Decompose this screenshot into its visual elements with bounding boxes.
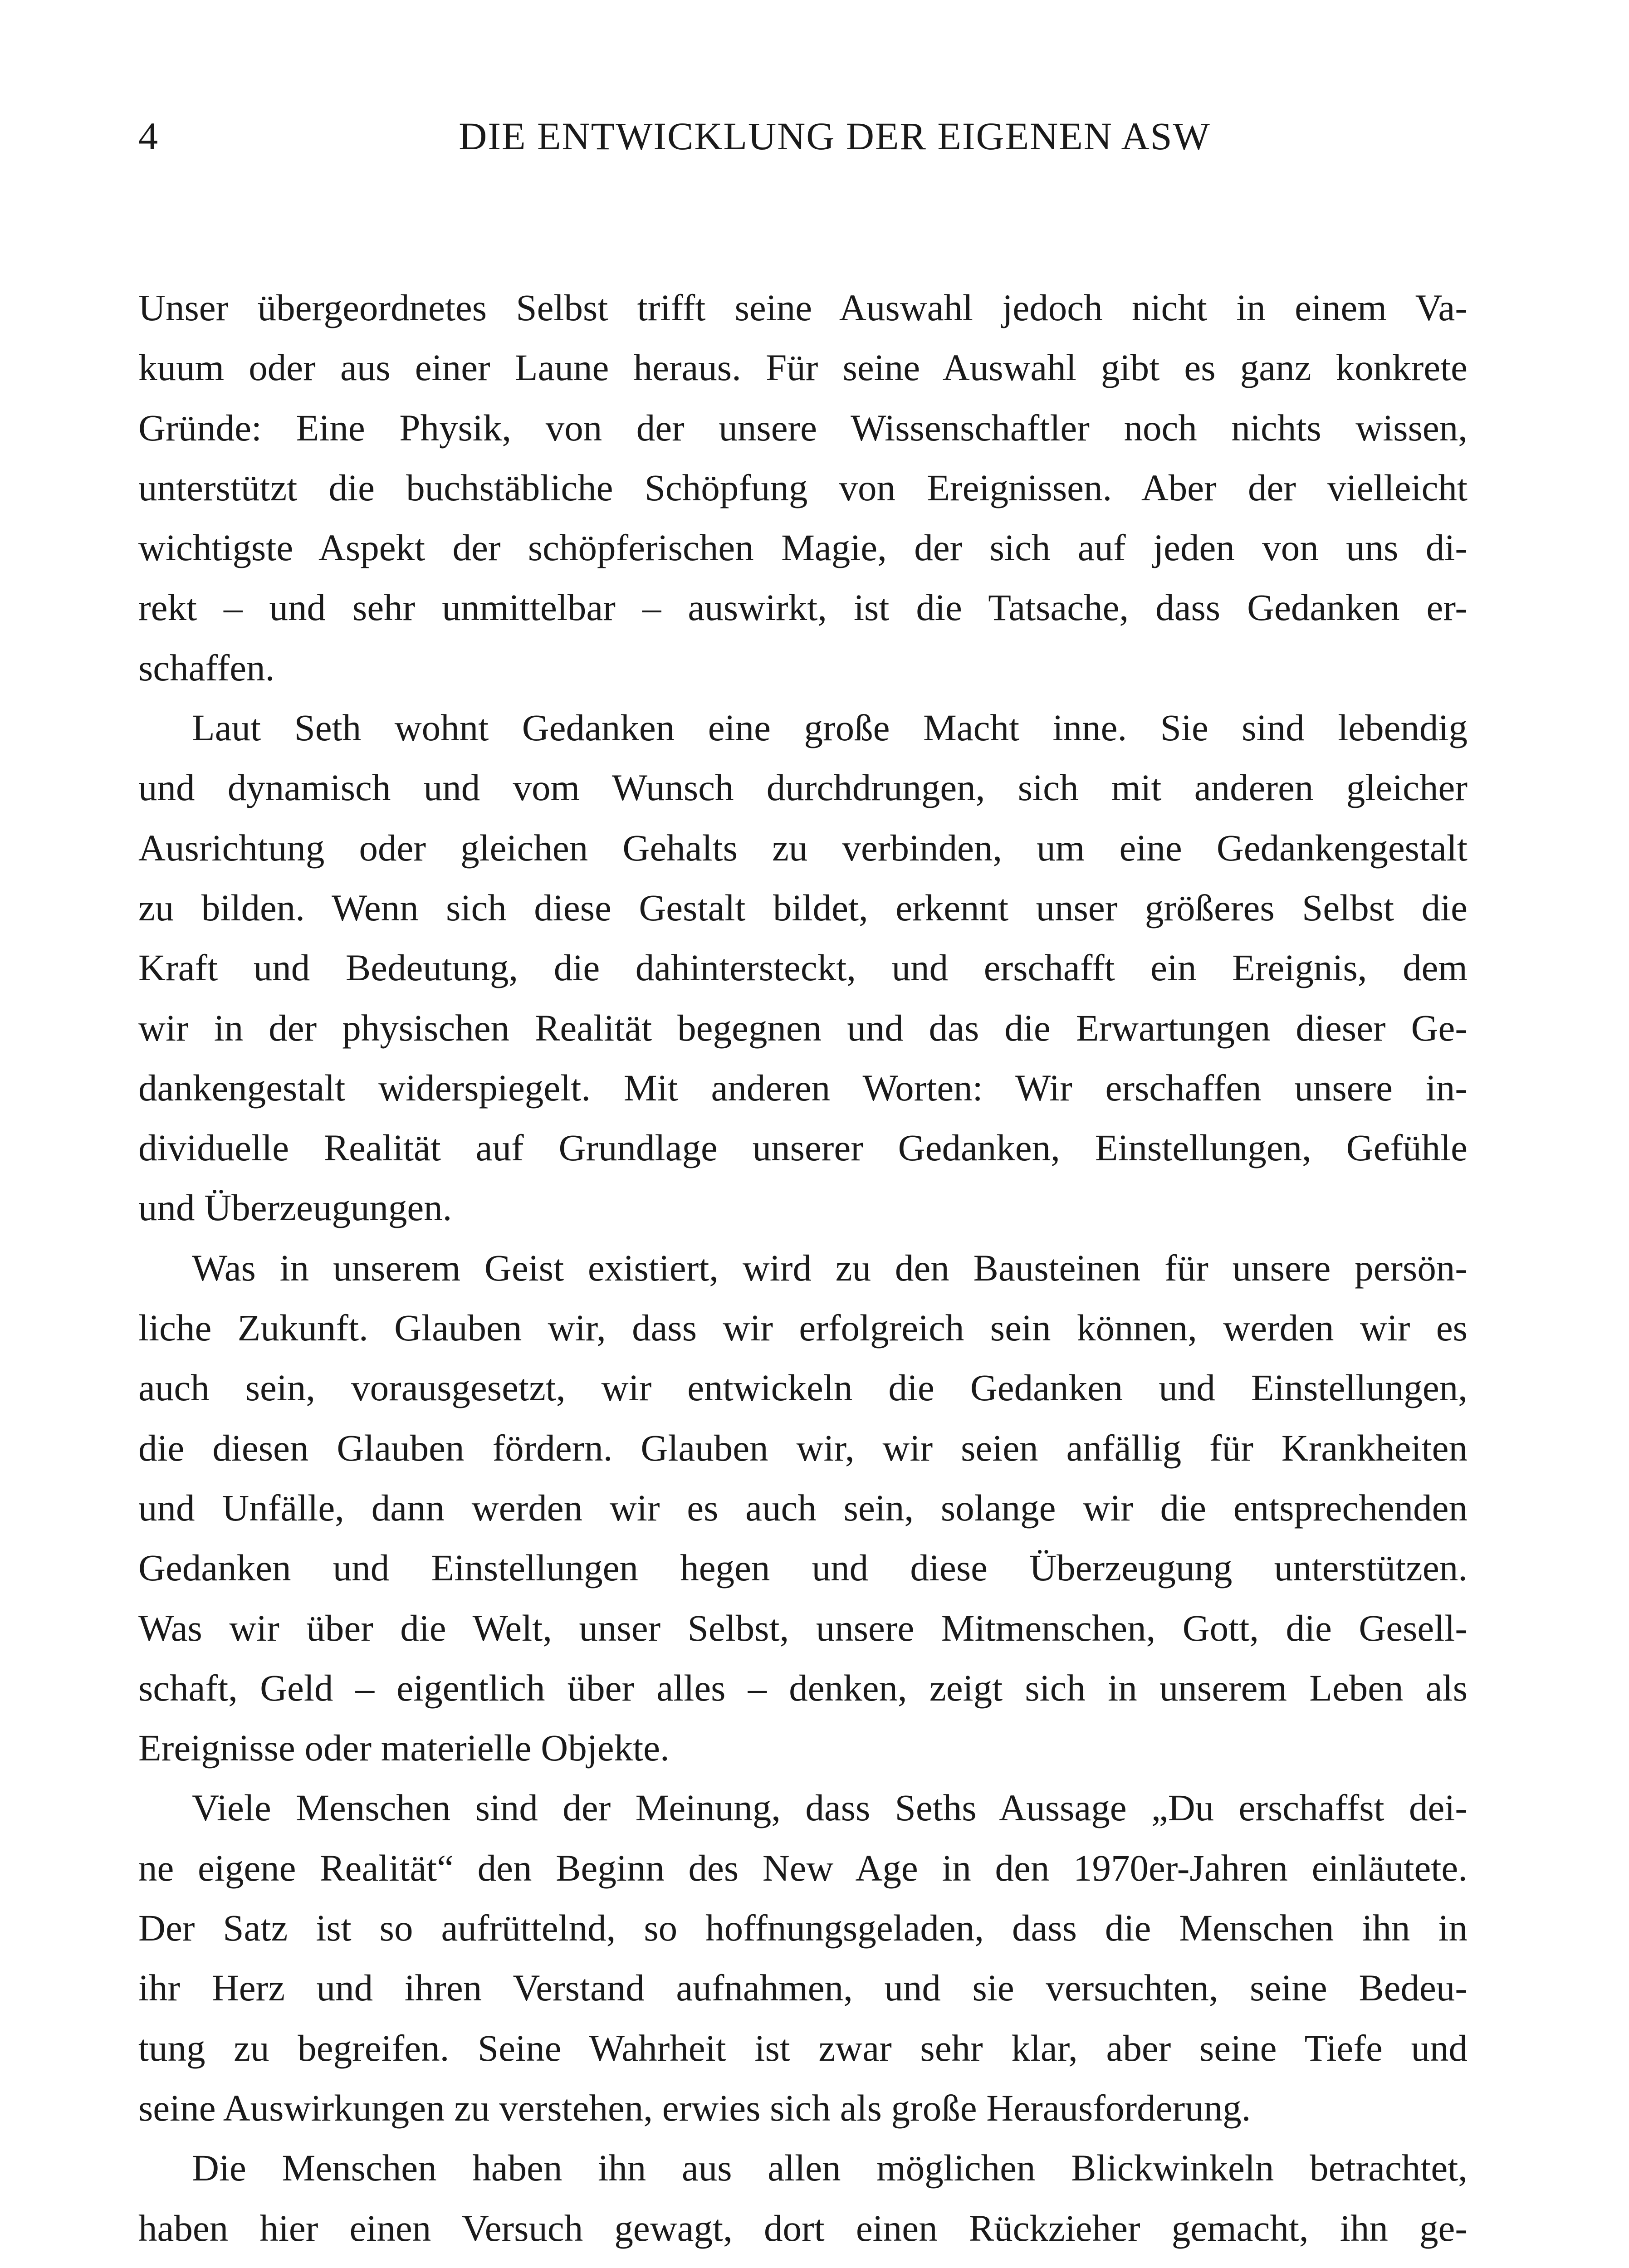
- text-line: Unser übergeordnetes Selbst trifft seine Auswahl jedoch nicht in einem Va-: [138, 287, 1468, 328]
- text-line: die diesen Glauben fördern. Glauben wir, wir seien anfällig für Krankheiten: [138, 1427, 1468, 1469]
- paragraph: [138, 278, 1468, 698]
- paragraph: [138, 1238, 1468, 1778]
- text-line: Die Menschen haben ihn aus allen möglichen Blickwinkeln betrachtet,: [192, 2147, 1468, 2189]
- text-line: zu bilden. Wenn sich diese Gestalt bildet, erkennt unser größeres Selbst die: [138, 886, 1468, 929]
- body-text: [138, 278, 1468, 2258]
- paragraph: [138, 698, 1468, 1238]
- text-line: ihr Herz und ihren Verstand aufnahmen, und sie versuchten, seine Bedeu-: [138, 1967, 1468, 2009]
- text-line: Laut Seth wohnt Gedanken eine große Macht inne. Sie sind lebendig: [192, 707, 1468, 749]
- running-head: DIE ENTWICKLUNG DER EIGENEN ASW: [459, 114, 1211, 158]
- text-line: Der Satz ist so aufrüttelnd, so hoffnungsgeladen, dass die Menschen ihn in: [138, 1907, 1468, 1949]
- text-line: wir in der physischen Realität begegnen und das die Erwartungen dieser Ge-: [138, 1007, 1468, 1049]
- text-line: rekt – und sehr unmittelbar – auswirkt, ist die Tatsache, dass Gedanken er-: [138, 587, 1468, 629]
- text-line: dividuelle Realität auf Grundlage unserer Gedanken, Einstellungen, Gefühle: [138, 1127, 1468, 1169]
- text-line: Viele Menschen sind der Meinung, dass Seths Aussage „Du erschaffst dei-: [192, 1787, 1468, 1829]
- text-line: schaft, Geld – eigentlich über alles – denken, zeigt sich in unserem Leben als: [138, 1667, 1468, 1709]
- text-line: und dynamisch und vom Wunsch durchdrungen, sich mit anderen gleicher: [138, 767, 1468, 809]
- text-line: Gründe: Eine Physik, von der unsere Wissenschaftler noch nichts wissen,: [138, 406, 1468, 449]
- text-line: Was in unserem Geist existiert, wird zu den Bausteinen für unsere persön-: [192, 1246, 1468, 1289]
- text-line: und Unfälle, dann werden wir es auch sein, solange wir die entsprechenden: [138, 1486, 1468, 1529]
- text-line: seine Auswirkungen zu verstehen, erwies sich als große Herausforderung.: [138, 2087, 1251, 2129]
- page-header: [138, 102, 1468, 170]
- text-line: Gedanken und Einstellungen hegen und diese Überzeugung unterstützen.: [138, 1547, 1468, 1589]
- text-line: Ereignisse oder materielle Objekte.: [138, 1727, 670, 1769]
- text-line: wichtigste Aspekt der schöpferischen Magie, der sich auf jeden von uns di-: [138, 527, 1468, 569]
- text-line: Ausrichtung oder gleichen Gehalts zu verbinden, um eine Gedankengestalt: [138, 826, 1468, 869]
- text-line: haben hier einen Versuch gewagt, dort einen Rückzieher gemacht, ihn ge-: [138, 2207, 1468, 2249]
- page-number: 4: [138, 114, 158, 158]
- text-line: ne eigene Realität“ den Beginn des New Age in den 1970er-Jahren einläutete.: [138, 1847, 1468, 1889]
- text-line: Was wir über die Welt, unser Selbst, unsere Mitmenschen, Gott, die Gesell-: [138, 1607, 1468, 1649]
- text-line: liche Zukunft. Glauben wir, dass wir erfolgreich sein können, werden wir es: [138, 1307, 1468, 1349]
- paragraph: [138, 1778, 1468, 2138]
- paragraph: [138, 2138, 1468, 2258]
- text-line: und Überzeugungen.: [138, 1187, 452, 1229]
- text-line: auch sein, vorausgesetzt, wir entwickeln die Gedanken und Einstellungen,: [138, 1367, 1468, 1409]
- text-line: unterstützt die buchstäbliche Schöpfung von Ereignissen. Aber der vielleicht: [138, 466, 1468, 508]
- text-line: Kraft und Bedeutung, die dahintersteckt, und erschafft ein Ereignis, dem: [138, 947, 1468, 989]
- text-line: schaffen.: [138, 646, 275, 689]
- text-line: dankengestalt widerspiegelt. Mit anderen Worten: Wir erschaffen unsere in-: [138, 1066, 1468, 1109]
- text-line: tung zu begreifen. Seine Wahrheit ist zwar sehr klar, aber seine Tiefe und: [138, 2027, 1468, 2069]
- text-line: kuum oder aus einer Laune heraus. Für seine Auswahl gibt es ganz konkrete: [138, 347, 1468, 389]
